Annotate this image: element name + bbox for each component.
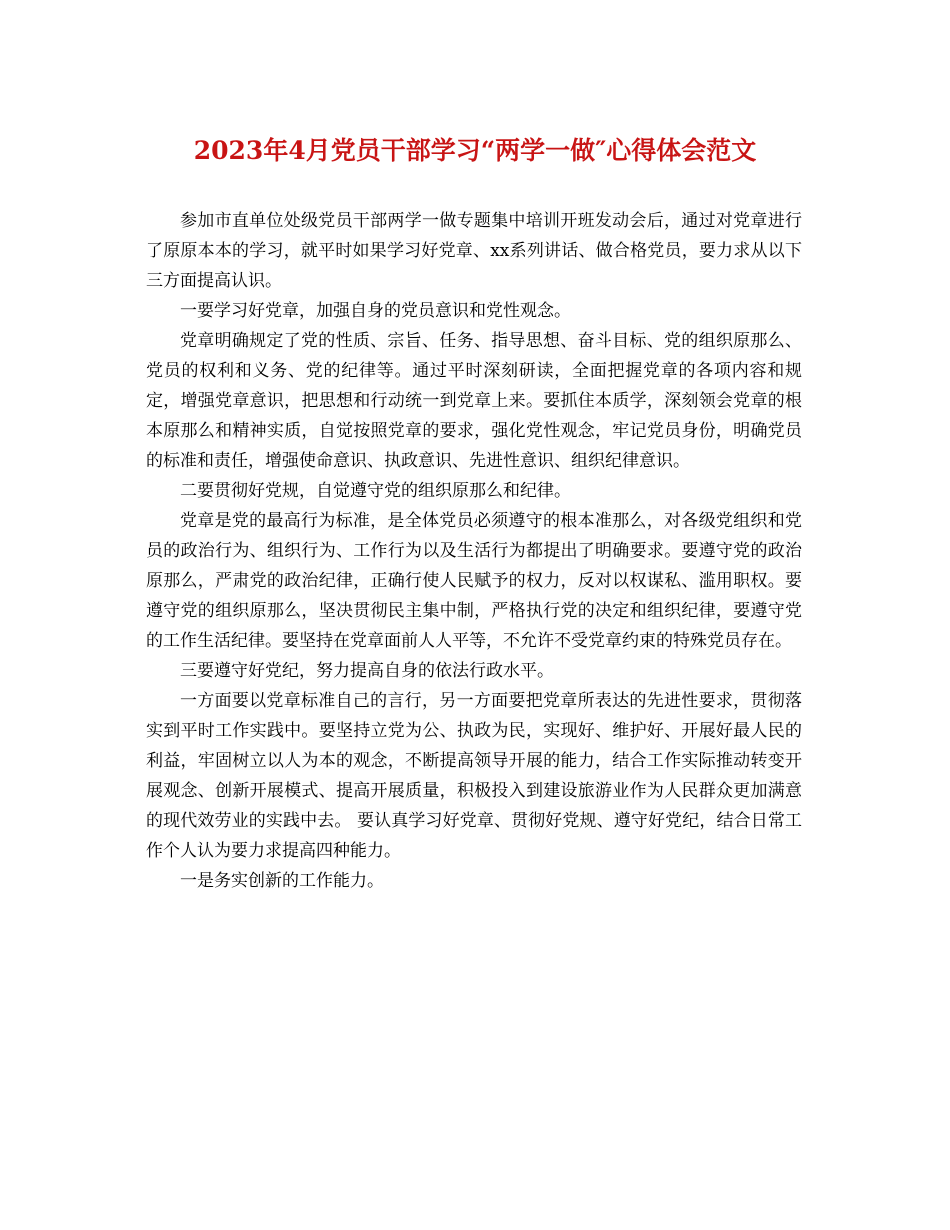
document-body xyxy=(146,206,802,896)
paragraph-2: 一要学习好党章，加强自身的党员意识和党性观念。 xyxy=(180,301,571,321)
paragraph-4: 二要贯彻好党规，自觉遵守党的组织原那么和纪律。 xyxy=(180,481,571,501)
paragraph-7: 一方面要以党章标准自己的言行，另一方面要把党章所表达的先进性要求，贯彻落实到平时工作实践中。要坚持立党为公、执政为民，实现好、维护好、开展好最人民的利益，牢固树立以人为本的观念，不断提高领导开展的能力，结合工作实际推动转变开展观念、创新开展模式、提高开展质量，积极投入到建设旅游业作为人民群众更加满意的现代效劳业的实践中去。 要认真学习好党章、贯彻好党规、遵守好党纪，结合日常工作个人认为要力求提高四种能力。 xyxy=(146,691,802,861)
paragraph-5: 党章是党的最高行为标准，是全体党员必须遵守的根本准那么，对各级党组织和党员的政治行为、组织行为、工作行为以及生活行为都提出了明确要求。要遵守党的政治原那么，严肃党的政治纪律，正确行使人民赋予的权力，反对以权谋私、滥用职权。要遵守党的组织原那么，坚决贯彻民主集中制，严格执行党的决定和组织纪律，要遵守党的工作生活纪律。要坚持在党章面前人人平等，不允许不受党章约束的特殊党员存在。 xyxy=(146,511,802,651)
paragraph-6: 三要遵守好党纪，努力提高自身的依法行政水平。 xyxy=(180,661,554,681)
document-title: 2023年4月党员干部学习“两学一做″心得体会范文 xyxy=(193,136,757,165)
paragraph-1: 参加市直单位处级党员干部两学一做专题集中培训开班发动会后，通过对党章进行了原原本本的学习，就平时如果学习好党章、xx系列讲话、做合格党员，要力求从以下三方面提高认识。 xyxy=(146,211,802,291)
paragraph-8: 一是务实创新的工作能力。 xyxy=(180,871,384,891)
paragraph-3: 党章明确规定了党的性质、宗旨、任务、指导思想、奋斗目标、党的组织原那么、党员的权利和义务、党的纪律等。通过平时深刻研读，全面把握党章的各项内容和规定，增强党章意识，把思想和行动统一到党章上来。要抓住本质学，深刻领会党章的根本原那么和精神实质，自觉按照党章的要求，强化党性观念，牢记党员身份，明确党员的标准和责任，增强使命意识、执政意识、先进性意识、组织纪律意识。 xyxy=(146,331,802,471)
